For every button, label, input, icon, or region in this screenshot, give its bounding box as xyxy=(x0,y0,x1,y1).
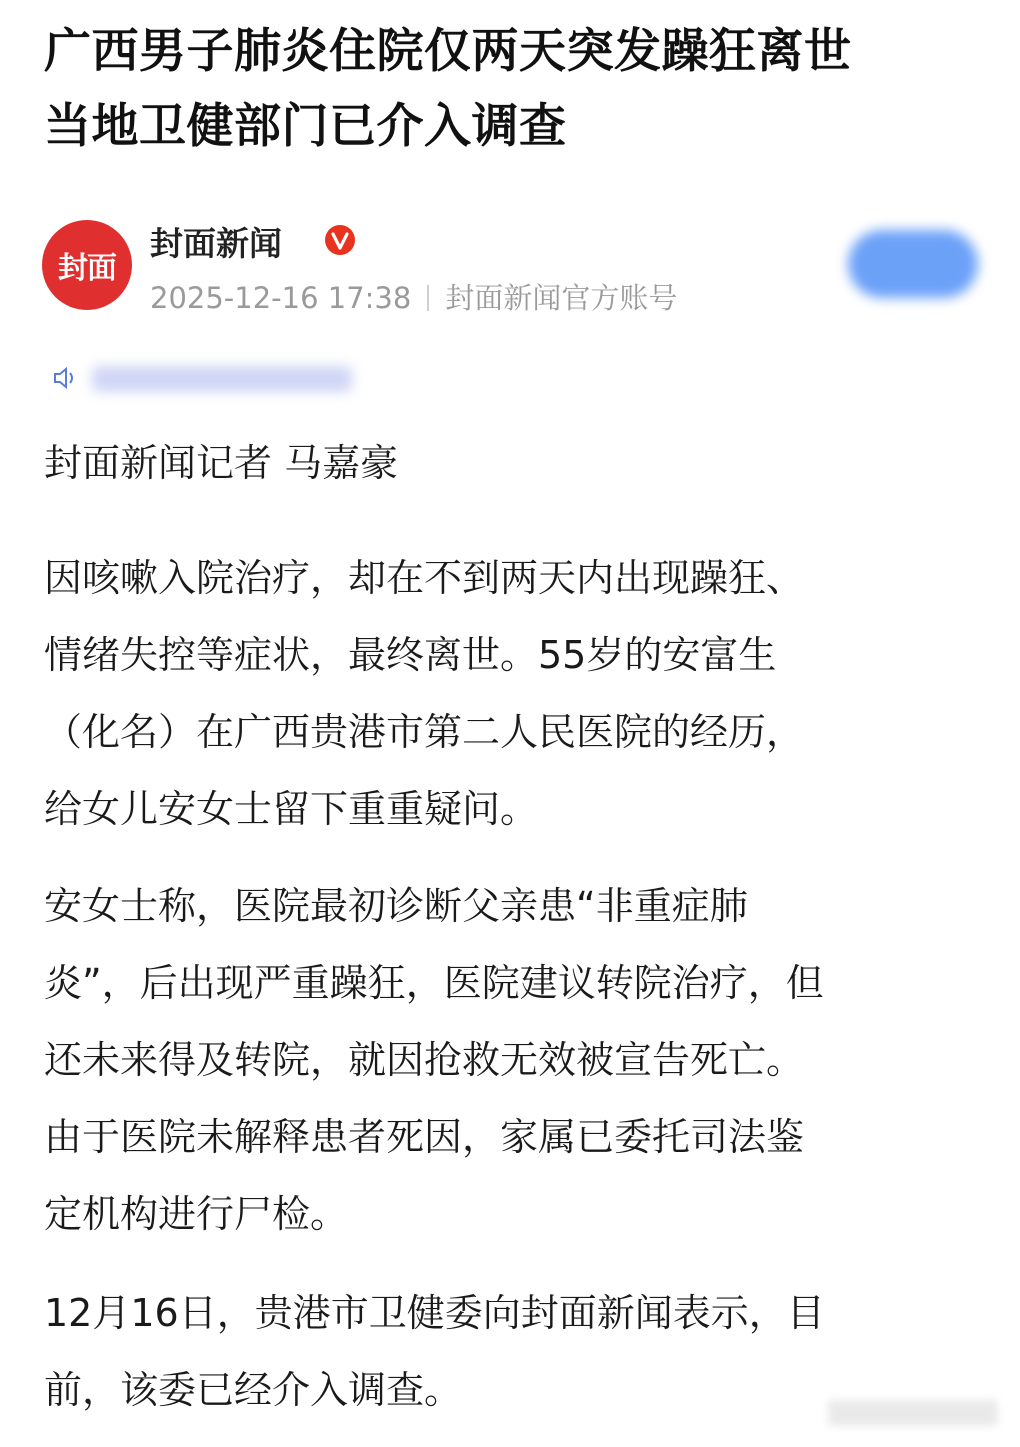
headline-line-2: 当地卫健部门已介入调查 xyxy=(44,99,567,154)
paragraph-line: 定机构进行尸检。 xyxy=(44,1192,349,1236)
author-header xyxy=(42,218,1002,318)
paragraph-line: （化名）在广西贵港市第二人民医院的经历， xyxy=(44,710,805,754)
paragraph-2 xyxy=(44,868,824,1253)
paragraph-line: 炎”，后出现严重躁狂，医院建议转院治疗，但 xyxy=(44,961,824,1005)
paragraph-1 xyxy=(44,540,804,848)
avatar[interactable]: 封面 xyxy=(42,220,132,310)
paragraph-line: 前，该委已经介入调查。 xyxy=(44,1368,463,1412)
article-meta xyxy=(150,276,677,317)
follow-button[interactable] xyxy=(848,230,978,298)
paragraph-line: 还未来得及转院，就因抢救无效被宣告死亡。 xyxy=(44,1038,805,1082)
meta-divider xyxy=(427,285,429,311)
paragraph-line: 因咳嗽入院治疗，却在不到两天内出现躁狂、 xyxy=(44,556,805,600)
audio-label-blurred xyxy=(92,366,352,392)
headline-line-1: 广西男子肺炎住院仅两天突发躁狂离世 xyxy=(44,24,852,79)
watermark-blurred xyxy=(828,1400,998,1426)
publish-datetime: 2025-12-16 17:38 xyxy=(150,281,412,315)
paragraph-line: 情绪失控等症状，最终离世。55岁的安富生 xyxy=(44,633,777,677)
paragraph-line: 12月16日，贵港市卫健委向封面新闻表示，目 xyxy=(44,1291,825,1335)
article-headline xyxy=(44,14,984,164)
verified-badge-icon xyxy=(324,224,356,256)
paragraph-line: 给女儿安女士留下重重疑问。 xyxy=(44,787,539,831)
paragraph-line: 安女士称，医院最初诊断父亲患“非重症肺 xyxy=(44,884,748,928)
paragraph-line: 由于医院未解释患者死因，家属已委托司法鉴 xyxy=(44,1115,805,1159)
listen-audio-control[interactable] xyxy=(52,360,372,396)
reporter-byline: 封面新闻记者 马嘉豪 xyxy=(44,441,399,485)
author-name[interactable]: 封面新闻 xyxy=(150,224,282,263)
speaker-icon xyxy=(52,364,80,392)
paragraph-3 xyxy=(44,1275,825,1429)
account-type: 封面新闻官方账号 xyxy=(445,281,678,315)
